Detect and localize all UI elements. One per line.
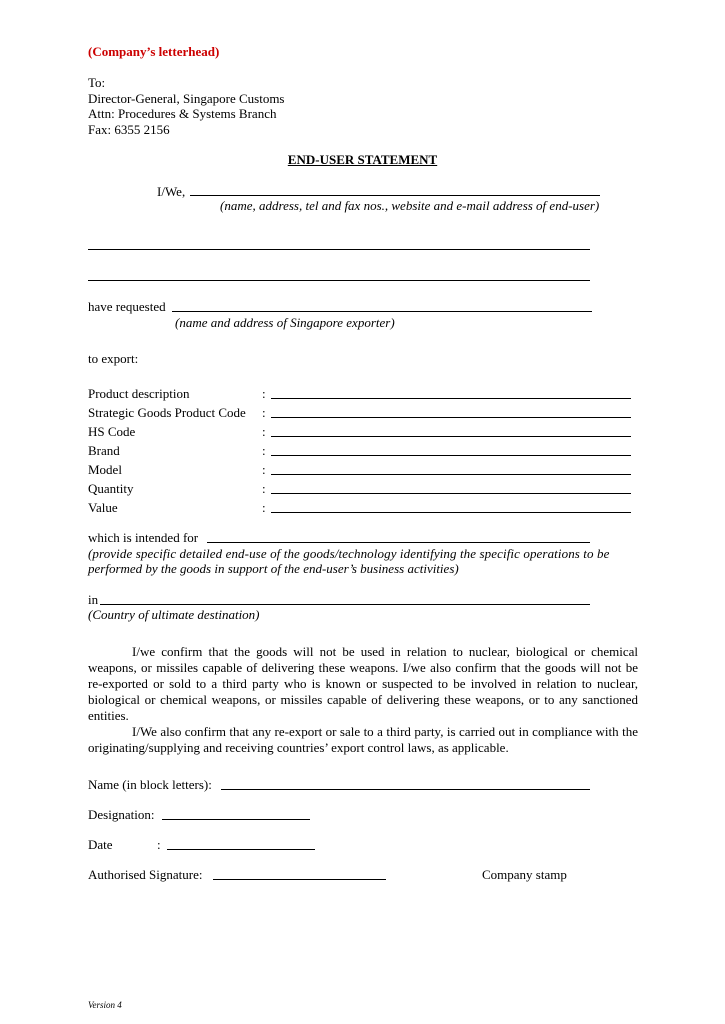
quantity-label: Quantity xyxy=(88,481,134,496)
quantity-field[interactable] xyxy=(271,493,631,494)
field-colon: : xyxy=(262,500,266,515)
signature-label: Authorised Signature: xyxy=(88,867,203,882)
name-field[interactable] xyxy=(221,789,590,790)
to-export-label: to export: xyxy=(88,351,139,366)
designation-field[interactable] xyxy=(162,819,310,820)
confirmation-paragraph-1: I/we confirm that the goods will not be used in relation to nuclear, biological or chemical weapons, or missiles capable of delivering these weapons. I/we also confirm that the goods will not be re-exported or sold to a third party who is known or suspected to be involved in relation to nuclear, biological or chemical weapons, or missiles capable of delivering these weapons, or to any sanctioned entities. xyxy=(88,644,638,723)
confirmation-paragraph-2: I/We also confirm that any re-export or sale to a third party, is carried out in compliance with the originating/supplying and receiving countries’ export control laws, as applicable. xyxy=(88,724,638,755)
intended-hint-line-1: (provide specific detailed end-use of the goods/technology identifying the specific operations to be xyxy=(88,546,610,561)
intended-use-field[interactable] xyxy=(207,542,590,543)
model-field[interactable] xyxy=(271,474,631,475)
addressee: Director-General, Singapore Customs xyxy=(88,91,285,106)
strategic-goods-code-label: Strategic Goods Product Code xyxy=(88,405,246,420)
destination-label: in xyxy=(88,592,99,607)
brand-field[interactable] xyxy=(271,455,631,456)
hs-code-label: HS Code xyxy=(88,424,136,439)
field-colon: : xyxy=(262,405,266,420)
fax-line: Fax: 6355 2156 xyxy=(88,122,170,137)
product-description-field[interactable] xyxy=(271,398,631,399)
exporter-hint: (name and address of Singapore exporter) xyxy=(175,315,395,330)
signature-field[interactable] xyxy=(213,879,386,880)
end-user-hint: (name, address, tel and fax nos., website and e-mail address of end-user) xyxy=(220,198,600,213)
destination-field[interactable] xyxy=(100,604,590,605)
strategic-goods-code-field[interactable] xyxy=(271,417,631,418)
intended-hint-line-2: performed by the goods in support of the end-user’s business activities) xyxy=(88,561,459,576)
date-field[interactable] xyxy=(167,849,315,850)
company-stamp-label: Company stamp xyxy=(482,867,567,882)
exporter-label: have requested xyxy=(88,299,166,314)
date-colon: : xyxy=(157,837,161,852)
designation-label: Designation: xyxy=(88,807,155,822)
field-colon: : xyxy=(262,462,266,477)
end-user-label: I/We, xyxy=(157,184,186,199)
name-label: Name (in block letters): xyxy=(88,777,212,792)
date-label: Date xyxy=(88,837,113,852)
end-user-field-line-2[interactable] xyxy=(88,249,590,250)
version-footer: Version 4 xyxy=(88,1000,122,1010)
end-user-field-line-3[interactable] xyxy=(88,280,590,281)
intended-label: which is intended for xyxy=(88,530,199,545)
exporter-field[interactable] xyxy=(172,311,592,312)
page-title: END-USER STATEMENT xyxy=(287,152,438,167)
brand-label: Brand xyxy=(88,443,120,458)
end-user-field[interactable] xyxy=(190,195,600,196)
destination-hint: (Country of ultimate destination) xyxy=(88,607,260,622)
value-label: Value xyxy=(88,500,118,515)
field-colon: : xyxy=(262,386,266,401)
to-label: To: xyxy=(88,75,106,90)
model-label: Model xyxy=(88,462,122,477)
field-colon: : xyxy=(262,424,266,439)
confirmation-text xyxy=(88,644,638,756)
value-field[interactable] xyxy=(271,512,631,513)
hs-code-field[interactable] xyxy=(271,436,631,437)
letterhead-placeholder: (Company’s letterhead) xyxy=(88,44,220,59)
attn-line: Attn: Procedures & Systems Branch xyxy=(88,106,277,121)
field-colon: : xyxy=(262,443,266,458)
field-colon: : xyxy=(262,481,266,496)
product-description-label: Product description xyxy=(88,386,190,401)
